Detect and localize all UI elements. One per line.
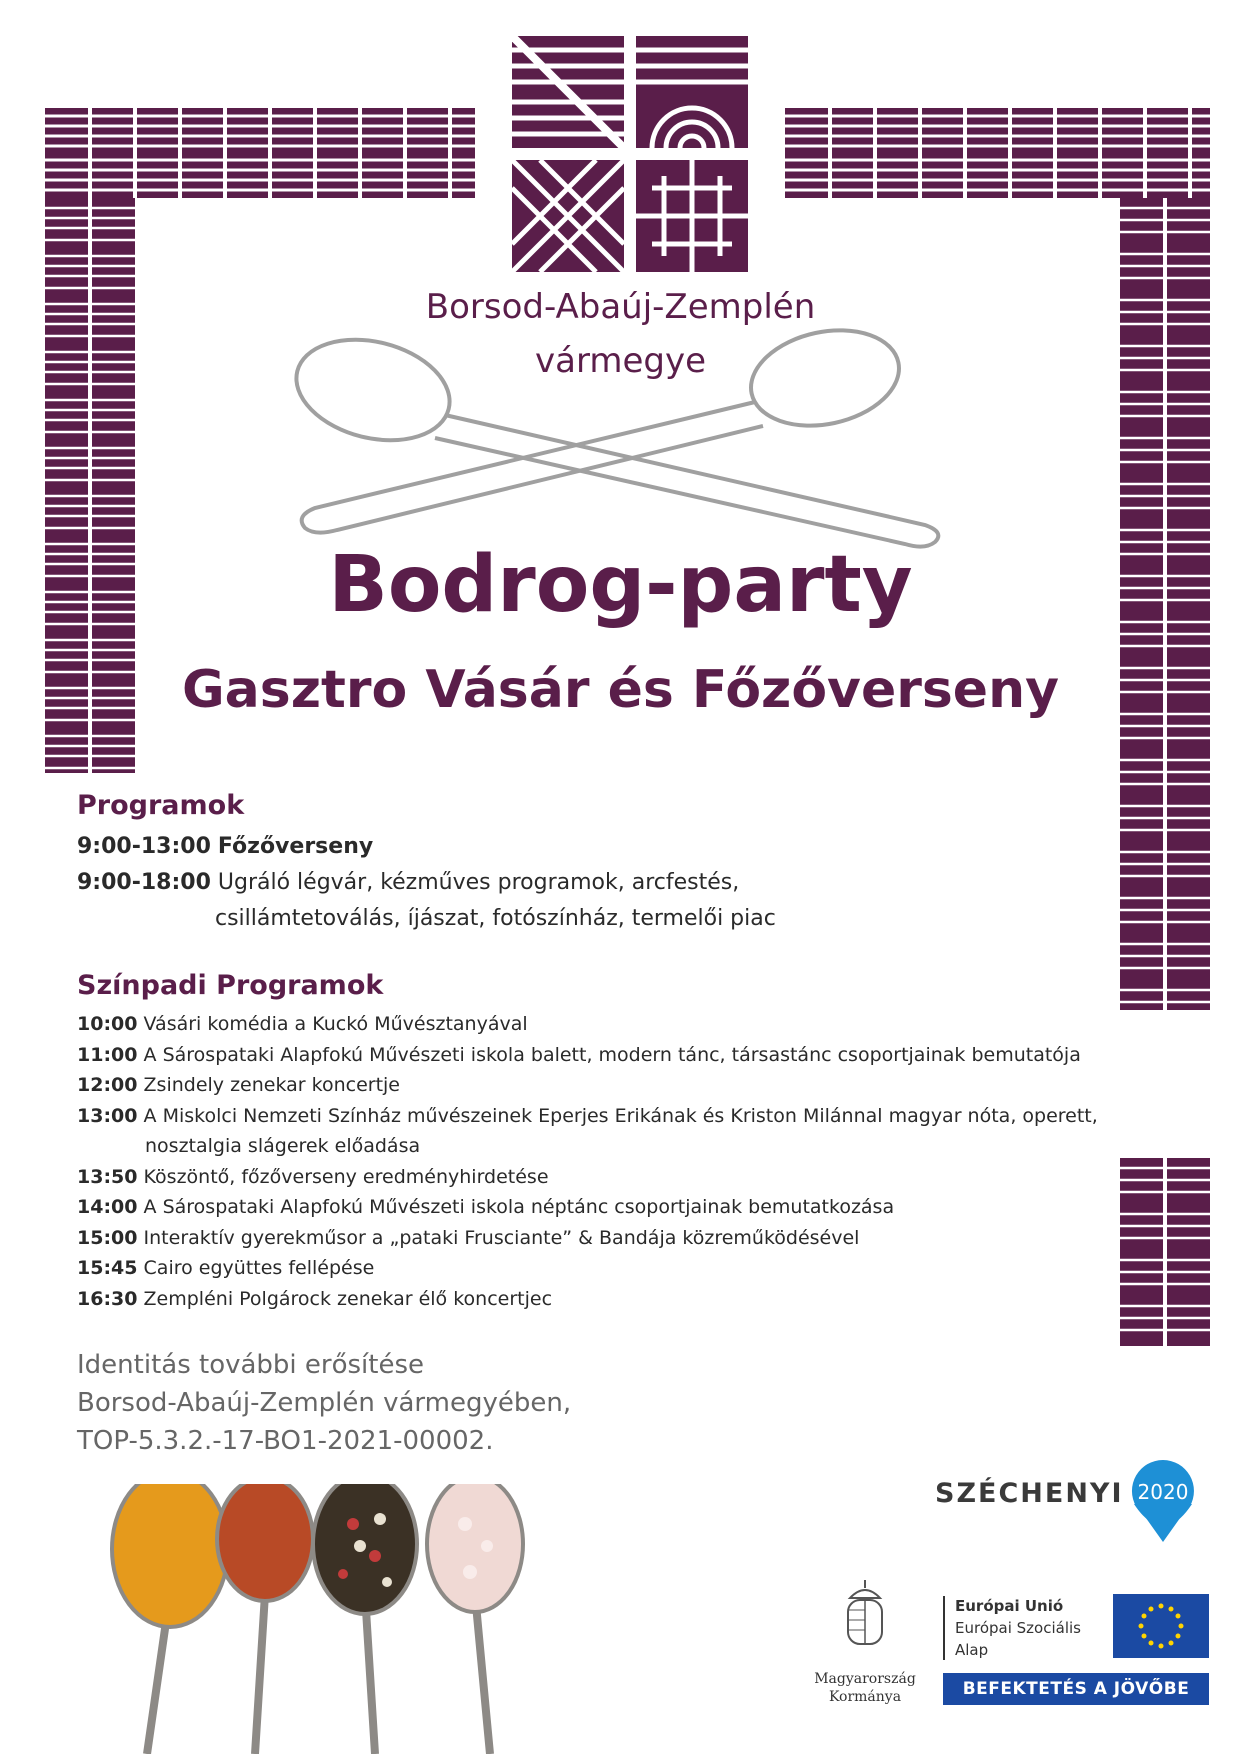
program-time: 9:00-13:00 — [77, 834, 211, 859]
top-left-pattern-band — [45, 108, 475, 198]
stage-time: 13:00 — [77, 1104, 138, 1127]
stage-row — [77, 1101, 1177, 1132]
eu-flag-icon — [1113, 1594, 1209, 1658]
hungary-coat-of-arms-icon — [840, 1578, 890, 1660]
identity-line3: TOP-5.3.2.-17-BO1-2021-00002. — [77, 1426, 494, 1456]
stage-time: 15:45 — [77, 1257, 138, 1279]
county-emblem — [512, 36, 748, 272]
government-name — [790, 1670, 940, 1706]
szechenyi-logo-text: SZÉCHENYI — [935, 1478, 1124, 1509]
stage-time: 13:50 — [77, 1165, 138, 1188]
stage-time: 11:00 — [77, 1043, 138, 1066]
stage-time: 15:00 — [77, 1226, 138, 1249]
gov-line1: Magyarország — [814, 1671, 916, 1687]
county-name-line2: vármegye — [535, 341, 706, 381]
stage-text: A Sárospataki Alapfokú Művészeti iskola néptánc csoportjainak bemutatkozása — [143, 1196, 895, 1218]
top-right-pattern-band — [785, 108, 1210, 198]
event-title: Bodrog-party — [328, 540, 913, 630]
identity-line2: Borsod-Abaúj-Zemplén vármegyében, — [77, 1388, 572, 1418]
identity-line1: Identitás további erősítése — [77, 1350, 425, 1380]
event-subtitle: Gasztro Vásár és Főzőverseny — [182, 660, 1059, 720]
stage-text: A Miskolci Nemzeti Színház művészeinek Eperjes Erikának és Kriston Milánnal magyar nóta, operett, — [143, 1104, 1098, 1127]
stage-text: Zempléni Polgárock zenekar élő koncertjec — [143, 1287, 553, 1310]
stage-programs-section — [77, 970, 1177, 1314]
stage-row — [77, 1162, 1177, 1193]
eu-line1: Európai Unió — [955, 1597, 1064, 1615]
stage-row — [77, 1070, 1177, 1101]
stage-row — [77, 1284, 1177, 1315]
stage-time: 14:00 — [77, 1196, 138, 1218]
program-row — [77, 829, 1077, 865]
stage-row — [77, 1009, 1177, 1040]
program-row — [77, 865, 1077, 901]
stage-row — [77, 1192, 1177, 1223]
spice-spoons-image — [75, 1484, 575, 1754]
stage-heading: Színpadi Programok — [77, 970, 384, 1001]
stage-time: 12:00 — [77, 1074, 138, 1096]
county-name-line1: Borsod-Abaúj-Zemplén — [425, 287, 816, 327]
salt-spoon — [427, 1484, 523, 1612]
stage-text: Interaktív gyerekműsor a „pataki Frusciante” & Bandája közreműködésével — [143, 1226, 860, 1249]
stage-text: Cairo együttes fellépése — [143, 1257, 375, 1279]
stage-row — [77, 1040, 1177, 1071]
stage-time: 16:30 — [77, 1287, 138, 1310]
stage-text: Vásári komédia a Kuckó Művésztanyával — [143, 1013, 528, 1035]
project-identity — [77, 1346, 571, 1460]
investment-banner: BEFEKTETÉS A JÖVŐBE — [943, 1673, 1209, 1705]
program-text: Főzőverseny — [217, 834, 374, 859]
turmeric-spoon — [112, 1484, 228, 1627]
stage-row-continuation: nosztalgia slágerek előadása — [145, 1135, 421, 1157]
stage-row — [77, 1253, 1177, 1284]
stage-time: 10:00 — [77, 1013, 138, 1035]
stage-text: Köszöntő, főzőverseny eredményhirdetése — [143, 1165, 549, 1188]
program-text: Ugráló légvár, kézműves programok, arcfestés, — [217, 870, 740, 895]
eu-line3: Alap — [955, 1641, 989, 1659]
stage-row — [77, 1223, 1177, 1254]
eu-divider — [943, 1596, 945, 1660]
stage-text: A Sárospataki Alapfokú Művészeti iskola balett, modern tánc, társastánc csoportjainak bemutatója — [143, 1043, 1081, 1066]
programs-heading: Programok — [77, 790, 245, 821]
crossed-spoons-icon — [285, 320, 965, 560]
program-continuation: csillámtetoválás, íjászat, fotószínház, termelői piac — [215, 906, 776, 931]
program-time: 9:00-18:00 — [77, 870, 211, 895]
eu-line2: Európai Szociális — [955, 1619, 1081, 1637]
gov-line2: Kormánya — [828, 1689, 902, 1705]
paprika-spoon — [217, 1484, 313, 1601]
szechenyi-year: 2020 — [1137, 1480, 1189, 1504]
stage-text: Zsindely zenekar koncertje — [143, 1074, 400, 1096]
programs-section — [77, 790, 1077, 937]
eu-fund-text — [955, 1595, 1081, 1661]
